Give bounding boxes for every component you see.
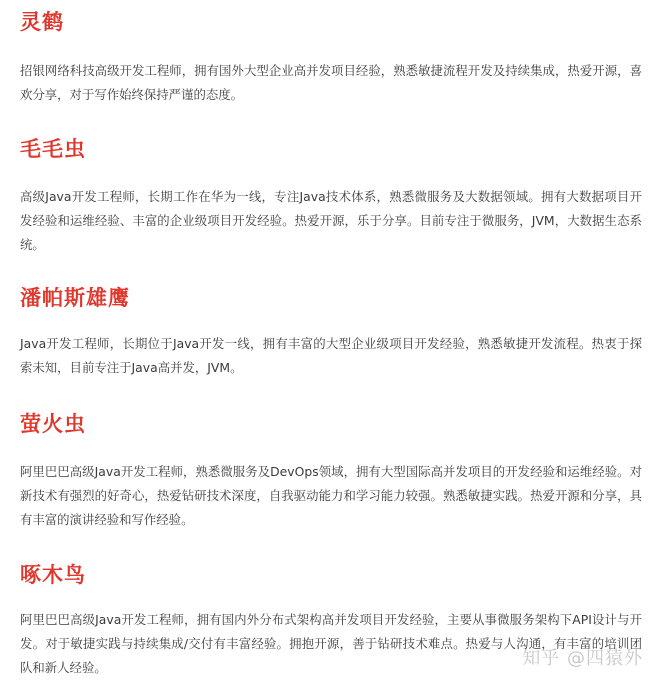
profile-bio: 阿里巴巴高级Java开发工程师，拥有国内外分布式架构高并发项目开发经验，主要从事微服务架构下API设计与开发。对于敏捷实践与持续集成/交付有丰富经验。拥抱开源，善于钻研技术难点。热爱与人沟通，有丰富的培训团队和新人经验。: [20, 612, 642, 675]
profile-name: 潘帕斯雄鹰: [20, 286, 130, 310]
profile-name: 啄木鸟: [20, 563, 86, 587]
profile-bio: Java开发工程师，长期位于Java开发一线，拥有丰富的大型企业级项目开发经验，熟悉敏捷开发流程。热衷于探索未知，目前专注于Java高并发，JVM。: [20, 336, 642, 375]
profile-name: 毛毛虫: [20, 137, 86, 161]
profile-name: 灵鹤: [20, 10, 64, 34]
profile-bio: 招银网络科技高级开发工程师，拥有国外大型企业高并发项目经验，熟悉敏捷流程开发及持续集成，热爱开源，喜欢分享，对于写作始终保持严谨的态度。: [20, 63, 642, 102]
profile-name: 萤火虫: [20, 412, 86, 436]
watermark-text: 知乎 @四猿外: [522, 648, 643, 669]
profile-bio: 高级Java开发工程师，长期工作在华为一线，专注Java技术体系，熟悉微服务及大数据领域。拥有大数据项目开发经验和运维经验、丰富的企业级项目开发经验。热爱开源，乐于分享。目前专注于微服务，JVM，大数据生态系统。: [20, 189, 642, 252]
profile-bio: 阿里巴巴高级Java开发工程师，熟悉微服务及DevOps领域，拥有大型国际高并发项目的开发经验和运维经验。对新技术有强烈的好奇心，热爱钻研技术深度，自我驱动能力和学习能力较强。熟悉敏捷实践。热爱开源和分享，具有丰富的演讲经验和写作经验。: [20, 464, 642, 527]
